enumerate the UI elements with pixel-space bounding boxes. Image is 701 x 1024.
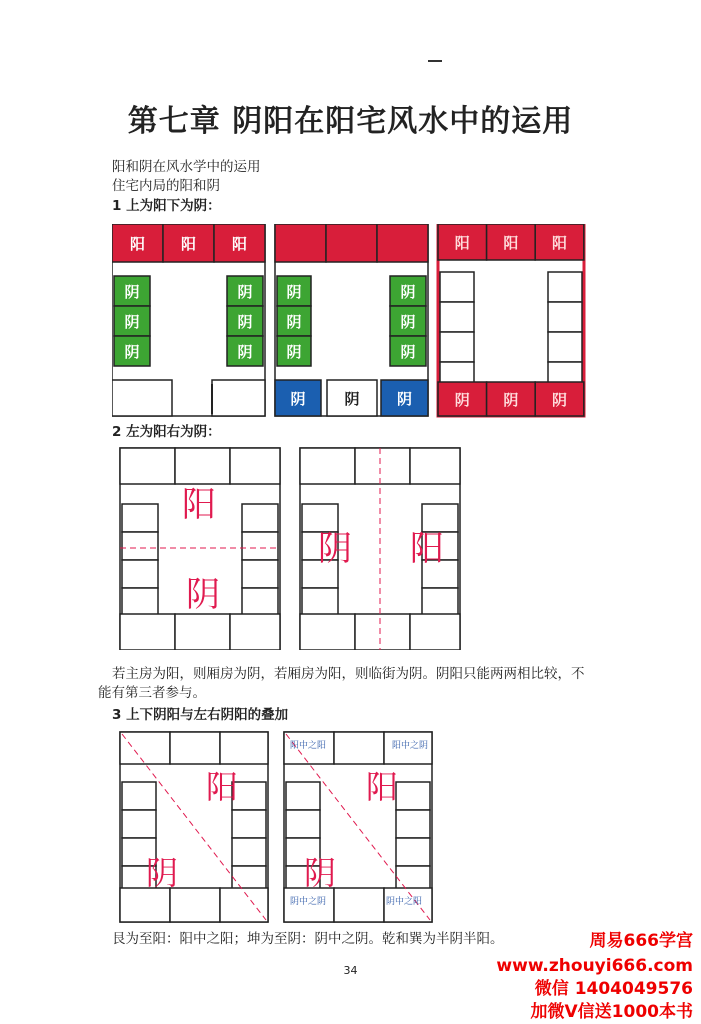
room: [422, 588, 458, 616]
room-label: 阴: [124, 313, 140, 331]
handwritten-yin: 阴: [304, 854, 337, 892]
room: [275, 224, 326, 262]
diagram-3b: [284, 732, 432, 922]
item1-heading: 1 上为阳下为阴：: [112, 198, 221, 214]
room: [410, 448, 460, 484]
note-yang-in-yang: 阳中之阳: [290, 741, 327, 751]
room: [175, 614, 230, 650]
note-yin-in-yin: 阴中之阴: [290, 897, 327, 907]
room: [242, 504, 278, 532]
room: [326, 224, 377, 262]
diagram-row-3: [112, 728, 442, 924]
diagram-2b: [300, 448, 460, 650]
room-label: 阳: [454, 234, 470, 252]
promo-line-2: www.zhouyi666.com: [496, 956, 693, 976]
diagram-3a: [120, 732, 268, 922]
room: [242, 560, 278, 588]
handwritten-yang: 阳: [366, 768, 399, 806]
promo-line-3: 微信 1404049576: [534, 979, 693, 999]
page-number: 34: [343, 964, 358, 977]
room-label: 阳: [551, 234, 568, 252]
room: [440, 272, 474, 302]
room-label: 阴: [286, 313, 302, 331]
room: [422, 504, 458, 532]
room-label: 阴: [286, 343, 302, 361]
room: [122, 782, 156, 810]
paragraph-line-1: 若主房为阳，则厢房为阴，若厢房为阳，则临街为阴。阴阳只能两两相比较，不: [112, 666, 585, 682]
room: [220, 732, 268, 764]
room: [122, 504, 158, 532]
room: [334, 732, 384, 764]
paragraph-line-2: 能有第三者参与。: [98, 685, 206, 701]
room-label: 阴: [344, 390, 360, 408]
caption: 艮为至阳：阳中之阳；坤为至阴：阴中之阴。乾和巽为半阴半阳。: [112, 931, 504, 947]
diagram-row-2: [112, 444, 472, 650]
room-label: 阴: [400, 283, 416, 301]
diagram-row-1: [112, 224, 592, 420]
room: [242, 588, 278, 616]
room: [355, 614, 410, 650]
room: [355, 448, 410, 484]
note-yin-in-yang: 阳中之阴: [392, 741, 429, 751]
room: [302, 504, 338, 532]
diagram-2a: [120, 448, 280, 650]
room: [440, 332, 474, 362]
room-label: 阳: [231, 235, 248, 253]
room: [286, 810, 320, 838]
room: [170, 888, 220, 922]
room-label: 阴: [396, 390, 413, 408]
room-label: 阴: [237, 283, 253, 301]
diagram-1b: [275, 224, 428, 416]
room: [175, 448, 230, 484]
room: [302, 588, 338, 616]
handwritten-yin: 阴: [146, 854, 179, 892]
room: [548, 332, 582, 362]
room-label: 阴: [237, 313, 253, 331]
room: [548, 302, 582, 332]
room: [122, 532, 158, 560]
room: [122, 560, 158, 588]
room: [548, 272, 582, 302]
header-dash: [428, 60, 442, 62]
room-label: 阴: [286, 283, 302, 301]
promo-line-4: 加微V信送1000本书: [530, 1002, 693, 1022]
item3-heading: 3 上下阴阳与左右阴阳的叠加: [112, 707, 289, 723]
room: [120, 614, 175, 650]
subheading: 住宅内局的阳和阴: [112, 178, 220, 194]
room: [300, 448, 355, 484]
room-label: 阴: [454, 391, 470, 409]
handwritten-yin: 阴: [318, 529, 352, 569]
room: [120, 448, 175, 484]
room-label: 阴: [290, 390, 306, 408]
room: [396, 782, 430, 810]
promo-line-1: 周易666学宫: [589, 931, 693, 951]
room: [440, 302, 474, 332]
room: [230, 448, 280, 484]
diagram-1c: [438, 224, 584, 416]
handwritten-yang: 阳: [206, 768, 239, 806]
section-heading: 阳和阴在风水学中的运用: [112, 159, 261, 175]
room: [396, 838, 430, 866]
room-label: 阴: [551, 391, 568, 409]
room: [212, 380, 265, 416]
chapter-title: 第七章 阴阳在阳宅风水中的运用: [127, 104, 574, 139]
room-label: 阴: [503, 391, 519, 409]
room: [377, 224, 428, 262]
room: [220, 888, 268, 922]
room-label: 阳: [129, 235, 146, 253]
room-label: 阳: [180, 235, 197, 253]
room: [120, 732, 170, 764]
room: [396, 810, 430, 838]
room: [120, 888, 170, 922]
item2-heading: 2 左为阳右为阴：: [112, 424, 221, 440]
handwritten-yin: 阴: [186, 575, 220, 615]
room: [230, 614, 280, 650]
diagram-1a: [112, 224, 265, 416]
handwritten-yang: 阳: [182, 485, 216, 525]
room: [232, 838, 266, 866]
note-yang-in-yin: 阴中之阳: [386, 897, 423, 907]
room: [242, 532, 278, 560]
room: [122, 810, 156, 838]
room: [410, 614, 460, 650]
room-label: 阴: [237, 343, 253, 361]
room-label: 阴: [400, 313, 416, 331]
room-label: 阳: [503, 234, 519, 252]
room-label: 阴: [400, 343, 416, 361]
handwritten-yang: 阳: [410, 529, 444, 569]
room: [286, 782, 320, 810]
room: [300, 614, 355, 650]
room: [112, 380, 172, 416]
room: [232, 810, 266, 838]
room-label: 阴: [124, 343, 140, 361]
room: [170, 732, 220, 764]
room-label: 阴: [124, 283, 140, 301]
room: [334, 888, 384, 922]
room: [122, 588, 158, 616]
